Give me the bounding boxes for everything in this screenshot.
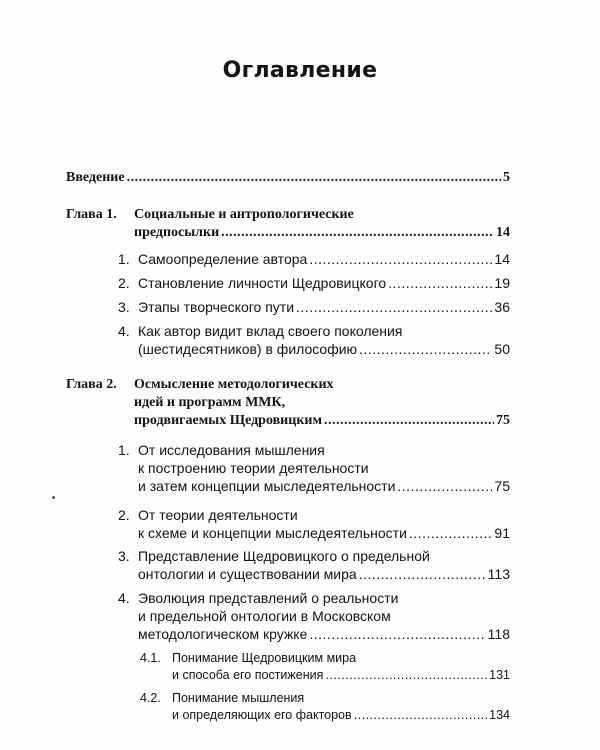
leader-dots — [397, 477, 492, 495]
section-number: 3. — [118, 299, 130, 315]
entry-title-line: к построению теории деятельности — [138, 460, 369, 476]
entry-title-line: От исследования мышления — [138, 442, 325, 458]
print-speck — [52, 496, 55, 499]
entry-title-line: идей и программ ММК, — [134, 395, 286, 410]
leader-dots — [296, 298, 492, 316]
entry-title: и определяющих его факторов — [172, 708, 352, 722]
page-number: 134 — [489, 708, 510, 722]
section-number: 3. — [118, 548, 130, 564]
section-number: 4. — [118, 323, 130, 339]
entry-title: и способа его постижения — [172, 668, 324, 682]
section-number: 2. — [118, 275, 130, 291]
entry-title: онтологии и существовании мира — [138, 566, 357, 582]
section-number: 4. — [118, 590, 130, 606]
section-number: 4.1. — [140, 651, 161, 665]
entry-title: к схеме и концепции мыследеятельности — [138, 525, 407, 541]
leader-dots — [388, 274, 492, 292]
page-number: 91 — [494, 525, 510, 541]
section-number: 1. — [118, 442, 130, 458]
entry-title: Самоопределение автора — [138, 251, 308, 267]
leader-dots — [359, 565, 486, 583]
leader-dots — [309, 625, 485, 643]
entry-title: предпосылки — [134, 225, 220, 240]
entry-title-line: От теории деятельности — [138, 507, 298, 523]
entry-title: Становление личности Щедровицкого — [138, 275, 387, 291]
entry-title: методологическом кружке — [138, 626, 308, 642]
entry-title: Введение — [66, 170, 125, 185]
entry-title: Этапы творческого пути — [138, 299, 295, 315]
page-number: 14 — [494, 251, 510, 267]
leader-dots — [127, 169, 501, 187]
leader-dots — [221, 224, 494, 242]
page-number: 36 — [494, 299, 510, 315]
page-number: 19 — [494, 275, 510, 291]
page-title: Оглавление — [222, 58, 378, 83]
leader-dots — [409, 524, 493, 542]
page-number: 118 — [487, 626, 510, 642]
leader-dots — [324, 412, 494, 430]
section-number: 2. — [118, 507, 130, 523]
entry-title-line: Представление Щедровицкого о предельной — [138, 548, 430, 564]
page-number: 5 — [503, 170, 510, 185]
entry-title-line: Как автор видит вклад своего поколения — [138, 323, 403, 339]
chapter-number: Глава 2. — [66, 377, 117, 392]
chapter-number: Глава 1. — [66, 207, 117, 222]
leader-dots — [309, 250, 492, 268]
page-number: 50 — [494, 341, 510, 357]
page-number: 131 — [489, 668, 510, 682]
entry-title: продвигаемых Щедровицким — [134, 413, 322, 428]
page-number: 75 — [496, 413, 510, 428]
section-number: 4.2. — [140, 691, 161, 705]
entry-title-line: Понимание мышления — [172, 691, 305, 705]
entry-title-line: Осмысление методологических — [134, 377, 334, 392]
entry-title: (шестидесятников) в философию — [138, 341, 358, 357]
page-number: 75 — [494, 478, 510, 494]
page-number: 113 — [487, 566, 510, 582]
page-number: 14 — [496, 225, 510, 240]
entry-title-line: Эволюция представлений о реальности — [138, 590, 399, 606]
entry-title-line: Понимание Щедровицким мира — [172, 651, 357, 665]
leader-dots — [354, 707, 487, 724]
leader-dots — [359, 340, 492, 358]
entry-title: и затем концепции мыследеятельности — [138, 478, 396, 494]
section-number: 1. — [118, 251, 130, 267]
entry-title-line: Социальные и антропологические — [134, 207, 354, 222]
leader-dots — [325, 667, 487, 684]
toc-entry-intro — [66, 169, 510, 187]
entry-title-line: и предельной онтологии в Московском — [138, 608, 391, 624]
